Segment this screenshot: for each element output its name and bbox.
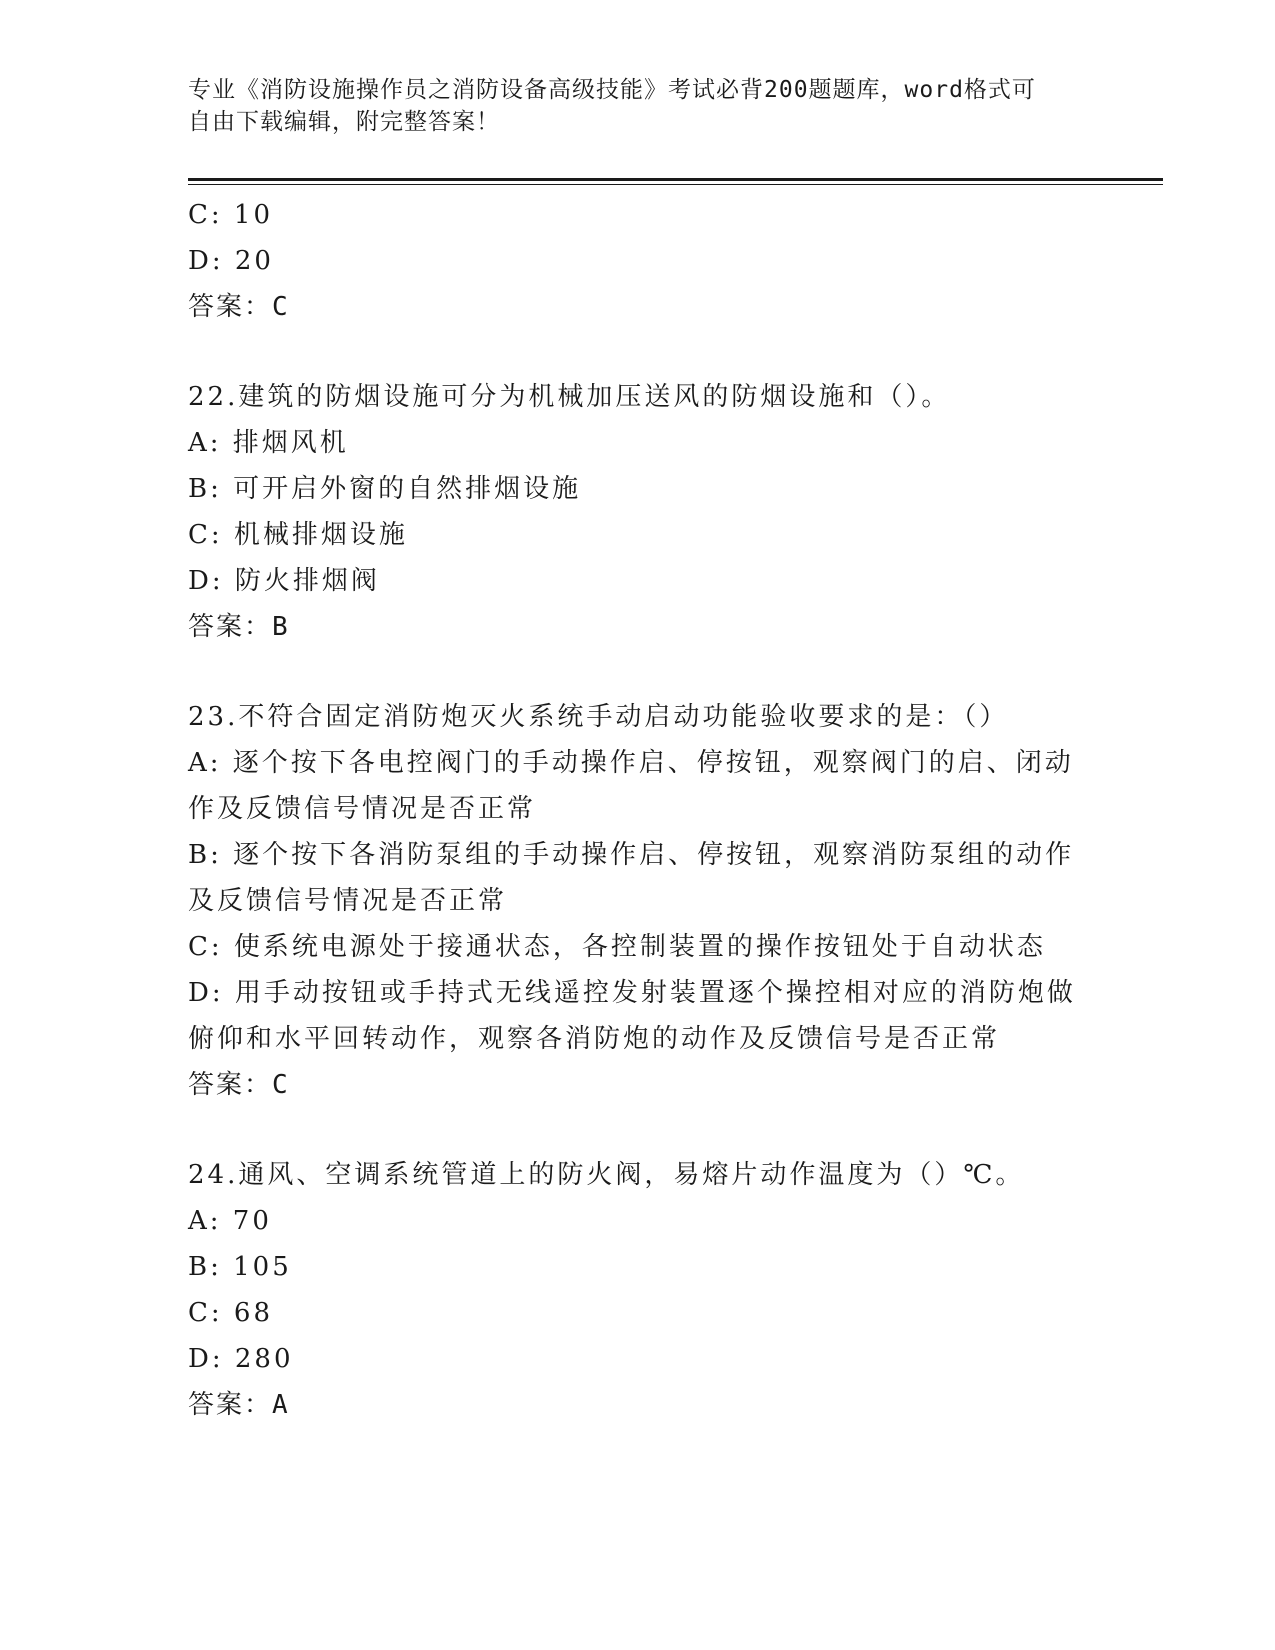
question-21-tail bbox=[188, 192, 1088, 330]
header-divider-thin bbox=[188, 184, 1163, 185]
answer-line: 答案：A bbox=[188, 1390, 290, 1420]
option-b: B: 可开启外窗的自然排烟设施 bbox=[188, 474, 582, 504]
question-list bbox=[188, 192, 1088, 1428]
question-stem: 23.不符合固定消防炮灭火系统手动启动功能验收要求的是：（） bbox=[188, 702, 1009, 732]
option-d: D: 防火排烟阀 bbox=[188, 566, 380, 596]
header-line-1: 专业《消防设施操作员之消防设备高级技能》考试必背200题题库，word格式可 bbox=[188, 77, 1036, 103]
question-stem: 24.通风、空调系统管道上的防火阀，易熔片动作温度为（）℃。 bbox=[188, 1160, 1025, 1190]
question-spacer bbox=[188, 650, 1088, 694]
answer-line: 答案：C bbox=[188, 292, 290, 322]
option-c: C: 10 bbox=[188, 200, 274, 230]
option-b-line-2: 及反馈信号情况是否正常 bbox=[188, 886, 508, 916]
document-header bbox=[188, 74, 1088, 138]
option-b: B: 105 bbox=[188, 1252, 292, 1282]
question-spacer bbox=[188, 1108, 1088, 1152]
question-22 bbox=[188, 374, 1088, 650]
option-d: D: 280 bbox=[188, 1344, 294, 1374]
answer-line: 答案：C bbox=[188, 1070, 290, 1100]
question-stem: 22.建筑的防烟设施可分为机械加压送风的防烟设施和（）。 bbox=[188, 382, 951, 412]
option-a: A: 70 bbox=[188, 1206, 272, 1236]
option-d: D: 20 bbox=[188, 246, 274, 276]
option-a: A: 排烟风机 bbox=[188, 428, 349, 458]
option-c: C: 使系统电源处于接通状态，各控制装置的操作按钮处于自动状态 bbox=[188, 932, 1046, 962]
option-b-line-1: B: 逐个按下各消防泵组的手动操作启、停按钮，观察消防泵组的动作 bbox=[188, 840, 1075, 870]
option-a-line-1: A: 逐个按下各电控阀门的手动操作启、停按钮，观察阀门的启、闭动 bbox=[188, 748, 1074, 778]
answer-line: 答案：B bbox=[188, 612, 290, 642]
option-c: C: 机械排烟设施 bbox=[188, 520, 408, 550]
question-24 bbox=[188, 1152, 1088, 1428]
question-23 bbox=[188, 694, 1088, 1108]
option-c: C: 68 bbox=[188, 1298, 274, 1328]
option-d-line-1: D: 用手动按钮或手持式无线遥控发射装置逐个操控相对应的消防炮做 bbox=[188, 978, 1076, 1008]
question-spacer bbox=[188, 330, 1088, 374]
option-a-line-2: 作及反馈信号情况是否正常 bbox=[188, 794, 537, 824]
header-divider-thick bbox=[188, 178, 1163, 181]
header-line-2: 自由下载编辑，附完整答案！ bbox=[188, 109, 500, 135]
option-d-line-2: 俯仰和水平回转动作，观察各消防炮的动作及反馈信号是否正常 bbox=[188, 1024, 1001, 1054]
